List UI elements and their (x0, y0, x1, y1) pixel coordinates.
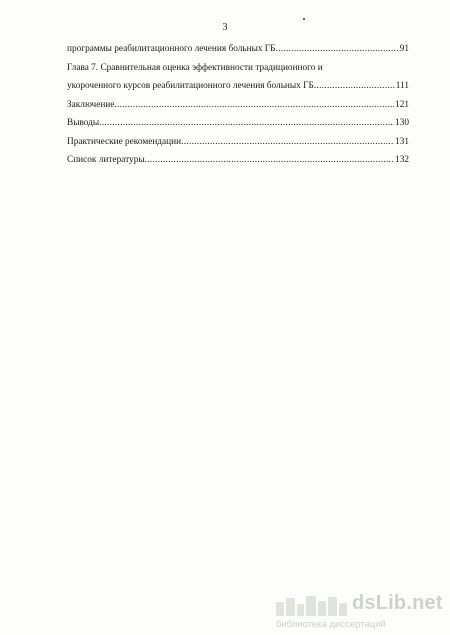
leader-dots (145, 151, 394, 170)
dslib-watermark (274, 592, 444, 632)
leader-dots (181, 133, 394, 152)
toc-entry (67, 133, 409, 152)
toc-entry (67, 114, 409, 133)
toc-entry (67, 151, 409, 170)
toc-entry-page: 131 (395, 136, 409, 147)
leader-dots (276, 40, 399, 59)
toc-entry-title: Практические рекомендации (67, 136, 182, 147)
leader-dots (314, 77, 395, 96)
book-stack-icon (274, 594, 350, 616)
toc-entry-title: укороченного курсов реабилитационного лечения больных ГБ (67, 81, 314, 91)
toc-entry (67, 77, 409, 96)
table-of-contents (67, 40, 409, 170)
leader-dots (114, 96, 394, 115)
toc-entry-page: 130 (395, 118, 409, 128)
toc-entry-title: Глава 7. Сравнительная оценка эффективности традиционного и (67, 62, 323, 73)
watermark-name: dsLib.net (352, 592, 443, 614)
toc-entry-title: Выводы (67, 118, 100, 128)
toc-entry-title: Заключение (67, 99, 115, 110)
leader-dots (99, 114, 394, 133)
toc-entry-page: 111 (395, 81, 409, 91)
toc-entry-title: программы реабилитационного лечения больных ГБ (67, 44, 276, 54)
toc-entry-page: 121 (395, 99, 409, 110)
toc-entry-title: Список литературы (67, 155, 145, 165)
page-number: 3 (222, 22, 228, 33)
toc-entry (67, 96, 409, 115)
watermark-subtitle: библиотека диссертаций (276, 619, 386, 630)
toc-entry-page: 91 (399, 44, 409, 54)
scan-speck (303, 18, 305, 20)
toc-entry (67, 40, 409, 59)
toc-chapter-heading (67, 59, 409, 78)
toc-entry-page: 132 (395, 155, 409, 165)
